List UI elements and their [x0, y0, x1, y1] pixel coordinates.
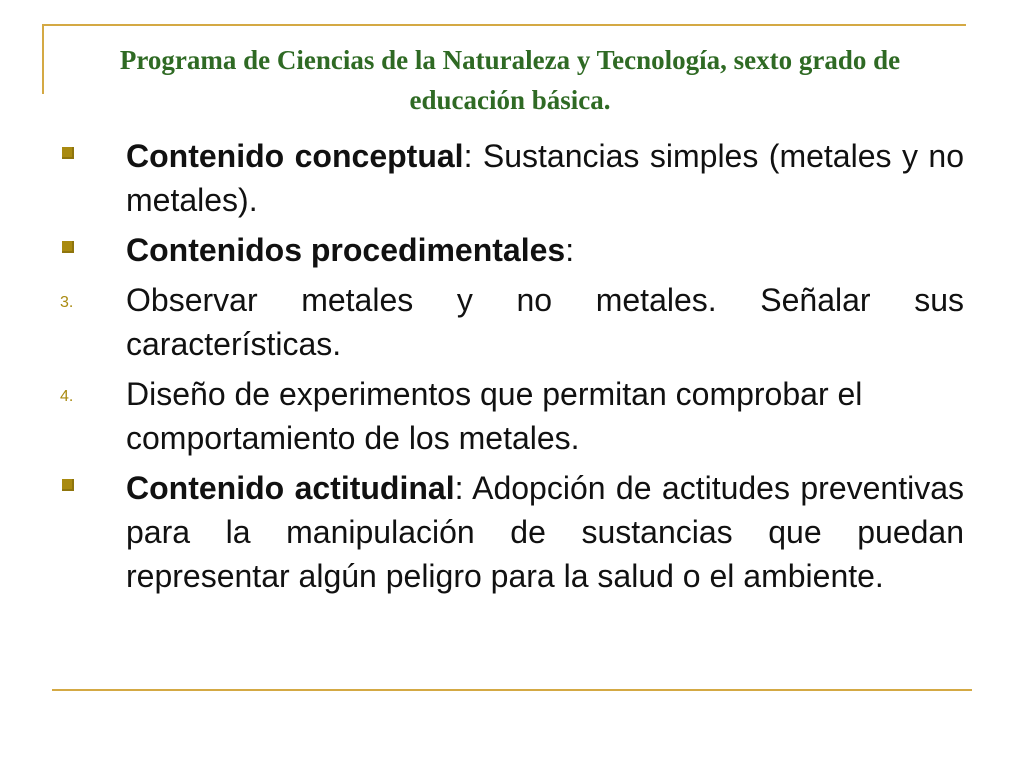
- numbered-text: Observar metales y no metales. Señalar sus características.: [126, 282, 964, 362]
- number-marker: 4.: [60, 388, 74, 405]
- bullet-heading: Contenido conceptual: [126, 138, 464, 174]
- frame-top-line: [42, 24, 966, 26]
- numbered-text: Diseño de experimentos que permitan comprobar el comportamiento de los metales.: [126, 376, 863, 456]
- slide-title: Programa de Ciencias de la Naturaleza y Tecnología, sexto grado de educación básica.: [119, 45, 901, 115]
- bullet-text: :: [565, 232, 575, 268]
- number-marker: 3.: [60, 294, 74, 311]
- bullet-heading: Contenido actitudinal: [126, 470, 455, 506]
- square-bullet-icon: [62, 241, 74, 253]
- frame-bottom-line: [52, 689, 972, 691]
- bullet-list: [58, 134, 964, 604]
- numbered-item-3: [58, 278, 964, 366]
- bullet-item-contenido-actitudinal: [58, 466, 964, 598]
- numbered-item-4: [58, 372, 964, 460]
- square-bullet-icon: [62, 147, 74, 159]
- bullet-text: : Sustancias simples (metales y no metales).: [126, 138, 965, 218]
- square-bullet-icon: [62, 479, 74, 491]
- bullet-item-contenido-conceptual: [58, 134, 964, 222]
- frame-left-line: [42, 24, 44, 94]
- bullet-text: : Adopción de actitudes preventivas para la manipulación de sustancias que puedan representar algún peligro para la salud o el ambiente.: [126, 470, 965, 594]
- bullet-heading: Contenidos procedimentales: [126, 232, 566, 268]
- bullet-item-contenidos-procedimentales: [58, 228, 964, 272]
